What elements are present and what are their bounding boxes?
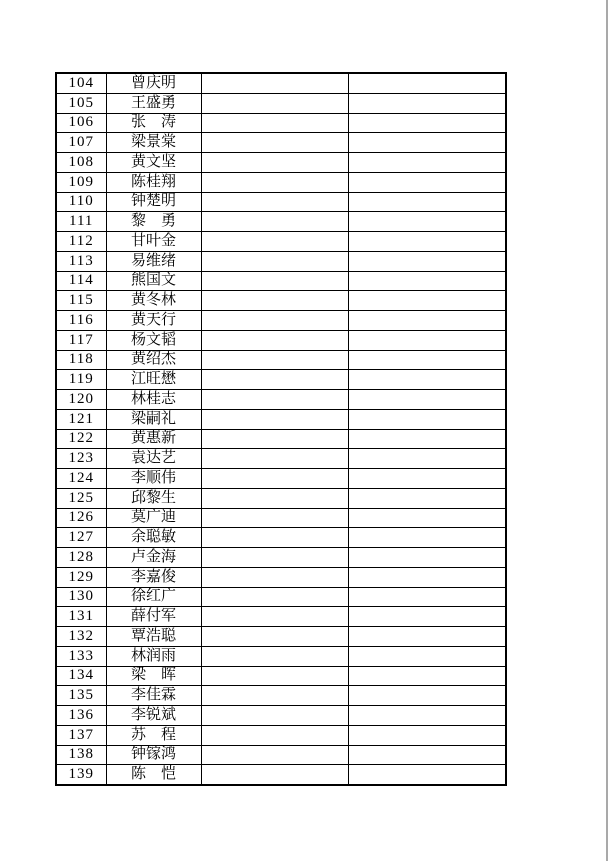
row-blank-cell-1 [201,93,348,113]
table-row [56,390,506,410]
row-blank-cell-2 [348,646,506,666]
row-number-cell: 119 [56,370,106,390]
row-blank-cell-1 [201,390,348,410]
row-blank-cell-1 [201,153,348,173]
row-number-cell: 115 [56,291,106,311]
table-row [56,172,506,192]
table-row [56,93,506,113]
row-name-cell: 梁景棠 [106,133,201,153]
row-name-cell: 钟楚明 [106,192,201,212]
table-row [56,508,506,528]
row-name-cell: 李嘉俊 [106,567,201,587]
row-blank-cell-1 [201,429,348,449]
row-blank-cell-1 [201,587,348,607]
row-name-cell: 易维绪 [106,251,201,271]
row-blank-cell-1 [201,528,348,548]
row-name-cell: 黄惠新 [106,429,201,449]
row-blank-cell-2 [348,93,506,113]
row-name-cell: 苏 程 [106,725,201,745]
row-blank-cell-2 [348,765,506,785]
row-number-cell: 133 [56,646,106,666]
row-name-cell: 李锐斌 [106,706,201,726]
row-number-cell: 114 [56,271,106,291]
table-row [56,251,506,271]
table-row [56,133,506,153]
row-blank-cell-1 [201,745,348,765]
row-name-cell: 袁达艺 [106,449,201,469]
row-blank-cell-2 [348,745,506,765]
row-number-cell: 130 [56,587,106,607]
row-blank-cell-1 [201,251,348,271]
row-blank-cell-1 [201,311,348,331]
row-number-cell: 134 [56,666,106,686]
row-blank-cell-2 [348,567,506,587]
row-blank-cell-1 [201,113,348,133]
table-row [56,469,506,489]
row-name-cell: 杨文韬 [106,330,201,350]
row-blank-cell-2 [348,449,506,469]
row-number-cell: 118 [56,350,106,370]
table-row [56,232,506,252]
row-name-cell: 黄冬林 [106,291,201,311]
table-row [56,330,506,350]
row-number-cell: 136 [56,706,106,726]
row-blank-cell-1 [201,706,348,726]
row-blank-cell-2 [348,548,506,568]
row-blank-cell-1 [201,330,348,350]
row-number-cell: 123 [56,449,106,469]
row-number-cell: 108 [56,153,106,173]
row-blank-cell-2 [348,232,506,252]
table-row [56,567,506,587]
row-number-cell: 106 [56,113,106,133]
row-blank-cell-2 [348,706,506,726]
row-name-cell: 邱黎生 [106,488,201,508]
row-blank-cell-2 [348,192,506,212]
row-name-cell: 薛付军 [106,607,201,627]
row-number-cell: 138 [56,745,106,765]
table-row [56,153,506,173]
row-number-cell: 132 [56,627,106,647]
row-blank-cell-2 [348,686,506,706]
row-blank-cell-2 [348,488,506,508]
row-name-cell: 林桂志 [106,390,201,410]
table-row [56,429,506,449]
table-row [56,311,506,331]
row-number-cell: 121 [56,409,106,429]
table-row [56,765,506,785]
row-name-cell: 张 涛 [106,113,201,133]
row-blank-cell-1 [201,232,348,252]
row-number-cell: 120 [56,390,106,410]
row-name-cell: 黄天行 [106,311,201,331]
row-blank-cell-2 [348,73,506,93]
table-row [56,350,506,370]
table-row [56,587,506,607]
row-blank-cell-2 [348,469,506,489]
row-number-cell: 127 [56,528,106,548]
row-blank-cell-2 [348,370,506,390]
row-blank-cell-1 [201,607,348,627]
row-number-cell: 107 [56,133,106,153]
row-name-cell: 梁 晖 [106,666,201,686]
row-blank-cell-1 [201,350,348,370]
row-blank-cell-1 [201,765,348,785]
row-name-cell: 曾庆明 [106,73,201,93]
table-row [56,192,506,212]
roster-table [55,72,507,786]
row-number-cell: 135 [56,686,106,706]
row-blank-cell-1 [201,666,348,686]
row-blank-cell-1 [201,508,348,528]
row-blank-cell-1 [201,686,348,706]
row-blank-cell-1 [201,291,348,311]
table-row [56,212,506,232]
table-row [56,488,506,508]
row-blank-cell-2 [348,725,506,745]
row-name-cell: 王盛勇 [106,93,201,113]
row-number-cell: 131 [56,607,106,627]
row-number-cell: 110 [56,192,106,212]
row-blank-cell-1 [201,469,348,489]
row-number-cell: 129 [56,567,106,587]
row-number-cell: 105 [56,93,106,113]
row-number-cell: 122 [56,429,106,449]
row-blank-cell-2 [348,172,506,192]
row-name-cell: 钟镓鸿 [106,745,201,765]
row-name-cell: 李佳霖 [106,686,201,706]
row-blank-cell-1 [201,133,348,153]
row-name-cell: 陈桂翔 [106,172,201,192]
row-blank-cell-2 [348,271,506,291]
row-name-cell: 江旺懋 [106,370,201,390]
row-number-cell: 112 [56,232,106,252]
table-row [56,745,506,765]
row-blank-cell-1 [201,627,348,647]
table-row [56,113,506,133]
row-blank-cell-1 [201,548,348,568]
row-number-cell: 139 [56,765,106,785]
row-number-cell: 109 [56,172,106,192]
table-row [56,291,506,311]
row-name-cell: 莫广迪 [106,508,201,528]
row-blank-cell-2 [348,429,506,449]
table-row [56,607,506,627]
table-row [56,627,506,647]
row-blank-cell-2 [348,390,506,410]
row-blank-cell-2 [348,627,506,647]
table-row [56,725,506,745]
roster-table-body [56,73,506,785]
table-row [56,370,506,390]
table-row [56,646,506,666]
row-name-cell: 黄绍杰 [106,350,201,370]
row-blank-cell-2 [348,330,506,350]
table-row [56,528,506,548]
row-blank-cell-2 [348,409,506,429]
row-name-cell: 余聪敏 [106,528,201,548]
row-number-cell: 126 [56,508,106,528]
table-row [56,706,506,726]
row-blank-cell-1 [201,567,348,587]
row-number-cell: 117 [56,330,106,350]
row-number-cell: 128 [56,548,106,568]
row-blank-cell-2 [348,251,506,271]
table-row [56,409,506,429]
row-blank-cell-2 [348,113,506,133]
row-number-cell: 124 [56,469,106,489]
row-number-cell: 113 [56,251,106,271]
row-name-cell: 梁嗣礼 [106,409,201,429]
row-blank-cell-1 [201,271,348,291]
row-blank-cell-2 [348,666,506,686]
row-blank-cell-2 [348,212,506,232]
row-blank-cell-2 [348,607,506,627]
row-number-cell: 116 [56,311,106,331]
table-row [56,73,506,93]
table-row [56,449,506,469]
row-blank-cell-2 [348,133,506,153]
row-blank-cell-2 [348,291,506,311]
row-number-cell: 111 [56,212,106,232]
row-blank-cell-2 [348,153,506,173]
row-blank-cell-1 [201,73,348,93]
row-blank-cell-1 [201,449,348,469]
row-blank-cell-2 [348,350,506,370]
row-blank-cell-1 [201,725,348,745]
row-name-cell: 李顺伟 [106,469,201,489]
row-blank-cell-2 [348,508,506,528]
page-right-edge-line [606,0,608,861]
row-number-cell: 137 [56,725,106,745]
table-row [56,686,506,706]
row-blank-cell-1 [201,409,348,429]
row-blank-cell-1 [201,172,348,192]
row-blank-cell-1 [201,370,348,390]
row-name-cell: 卢金海 [106,548,201,568]
row-name-cell: 黄文坚 [106,153,201,173]
table-row [56,548,506,568]
row-name-cell: 覃浩聪 [106,627,201,647]
table-row [56,271,506,291]
row-blank-cell-2 [348,587,506,607]
row-name-cell: 熊国文 [106,271,201,291]
row-number-cell: 104 [56,73,106,93]
row-name-cell: 林润雨 [106,646,201,666]
row-blank-cell-1 [201,646,348,666]
row-blank-cell-1 [201,488,348,508]
row-name-cell: 徐红广 [106,587,201,607]
row-name-cell: 甘叶金 [106,232,201,252]
row-name-cell: 黎 勇 [106,212,201,232]
row-blank-cell-1 [201,192,348,212]
row-blank-cell-1 [201,212,348,232]
row-blank-cell-2 [348,311,506,331]
row-number-cell: 125 [56,488,106,508]
row-blank-cell-2 [348,528,506,548]
row-name-cell: 陈 恺 [106,765,201,785]
table-row [56,666,506,686]
